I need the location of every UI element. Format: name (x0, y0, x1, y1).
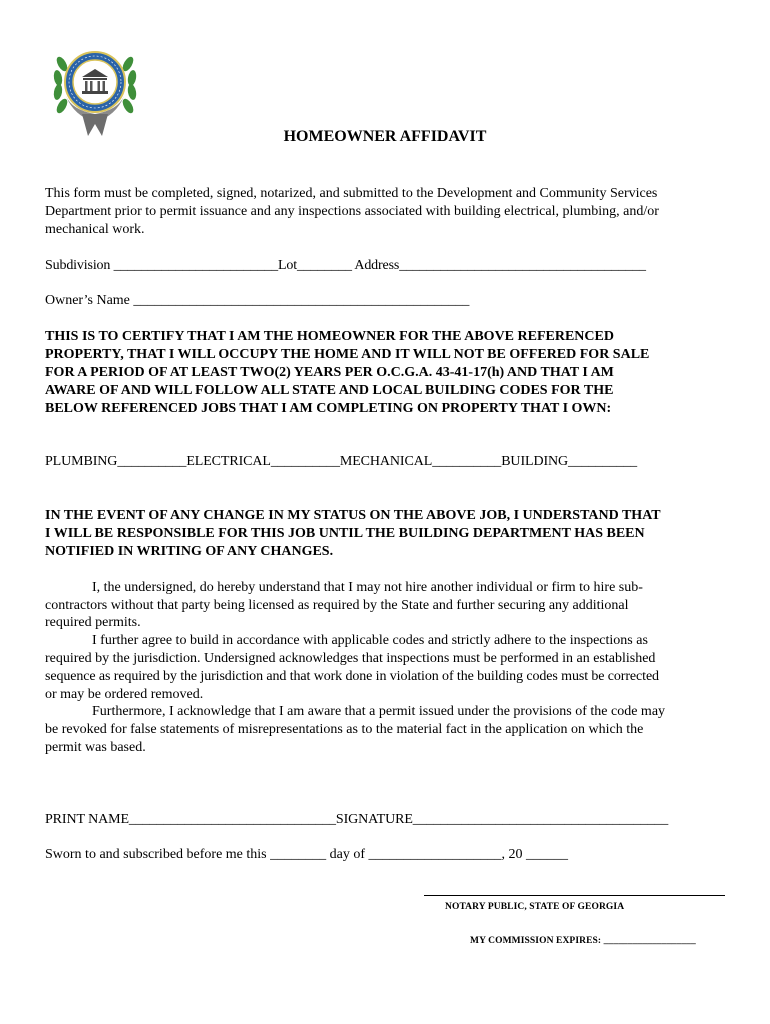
notary-signature-line[interactable] (424, 895, 725, 896)
status-line-1: IN THE EVENT OF ANY CHANGE IN MY STATUS ON THE ABOVE JOB, I UNDERSTAND THAT (45, 508, 661, 523)
certify-line-1: THIS IS TO CERTIFY THAT I AM THE HOMEOWNER FOR THE ABOVE REFERENCED (45, 329, 614, 344)
status-line-3: NOTIFIED IN WRITING OF ANY CHANGES. (45, 544, 334, 559)
owner-name-field[interactable]: Owner’s Name ________________________________________________ (45, 293, 470, 308)
body-p2-line-4: or may be ordered removed. (45, 687, 204, 702)
property-fields-line[interactable]: Subdivision ________________________Lot________ Address____________________________________ (45, 258, 646, 273)
body-p1-line-1: I, the undersigned, do hereby understand that I may not hire another individual or firm to hire sub- (92, 580, 643, 595)
notary-public-label: NOTARY PUBLIC, STATE OF GEORGIA (445, 902, 625, 912)
intro-line-2: Department prior to permit issuance and any inspections associated with building electrical, plumbing, and/or (45, 204, 659, 219)
body-p2-line-2: required by the jurisdiction. Undersigned acknowledges that inspections must be performed in an established (45, 651, 656, 666)
certify-line-5: BELOW REFERENCED JOBS THAT I AM COMPLETING ON PROPERTY THAT I OWN: (45, 401, 612, 416)
body-p2-line-1: I further agree to build in accordance with applicable codes and strictly adhere to the inspections as (92, 633, 648, 648)
intro-line-3: mechanical work. (45, 222, 145, 237)
body-p1-line-2: contractors without that party being licensed as required by the State and further securing any additional (45, 598, 629, 613)
body-p1-line-3: required permits. (45, 615, 141, 630)
status-line-2: I WILL BE RESPONSIBLE FOR THIS JOB UNTIL THE BUILDING DEPARTMENT HAS BEEN (45, 526, 645, 541)
certify-line-2: PROPERTY, THAT I WILL OCCUPY THE HOME AND IT WILL NOT BE OFFERED FOR SALE (45, 347, 650, 362)
intro-line-1: This form must be completed, signed, notarized, and submitted to the Development and Community Services (45, 186, 658, 201)
sworn-date-fields[interactable]: Sworn to and subscribed before me this ________ day of ___________________, 20 ______ (45, 847, 568, 862)
commission-expires-field[interactable]: ___________________ (603, 936, 696, 946)
body-p2-line-3: sequence as required by the jurisdiction and that work done in violation of the building codes must be corrected (45, 669, 659, 684)
body-p3-line-2: be revoked for false statements of misrepresentations as to the material fact in the application on which the (45, 722, 644, 737)
body-p3-line-1: Furthermore, I acknowledge that I am aware that a permit issued under the provisions of the code may (92, 704, 666, 719)
job-type-fields[interactable]: PLUMBING__________ELECTRICAL__________MECHANICAL__________BUILDING__________ (45, 454, 638, 469)
commission-expires-label (470, 932, 696, 950)
certify-line-4: AWARE OF AND WILL FOLLOW ALL STATE AND LOCAL BUILDING CODES FOR THE (45, 383, 614, 398)
document-title: HOMEOWNER AFFIDAVIT (283, 128, 487, 145)
body-p3-line-3: permit was based. (45, 740, 146, 755)
county-seal-logo (52, 44, 138, 140)
certify-line-3: FOR A PERIOD OF AT LEAST TWO(2) YEARS PER O.C.G.A. 43-41-17(h) AND THAT I AM (45, 365, 614, 380)
print-name-signature-fields[interactable]: PRINT NAME______________________________SIGNATURE_____________________________________ (45, 812, 669, 827)
commission-expires-text: MY COMMISSION EXPIRES: (470, 936, 602, 946)
